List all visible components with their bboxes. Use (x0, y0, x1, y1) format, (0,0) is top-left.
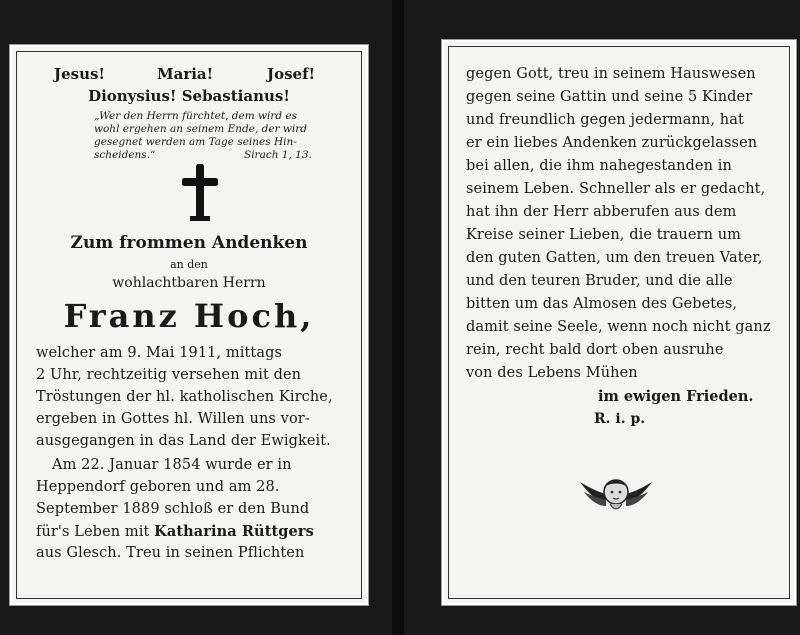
right-body-line-5: bei allen, die ihm nahegestanden in (466, 158, 732, 174)
deceased-name: Franz Hoch, (63, 297, 315, 335)
right-body-line-8: Kreise seiner Lieben, die trauern um (466, 227, 742, 243)
winged-cherub-icon (576, 470, 656, 520)
invocation-maria: Maria! (157, 65, 214, 83)
left-body-line-7: Heppendorf geboren und am 28. (36, 479, 280, 495)
rip-text: R. i. p. (594, 411, 646, 427)
right-body-line-2: gegen seine Gattin und seine 5 Kinder (466, 89, 753, 105)
an-den-text: an den (170, 258, 208, 271)
left-body-line-3: Tröstungen der hl. katholischen Kirche, (36, 389, 333, 405)
quote-line-3: gesegnet werden am Tage seines Hin- (94, 136, 297, 148)
quote-source: Sirach 1, 13. (244, 149, 312, 161)
right-body-line-7: hat ihn der Herr abberufen aus dem (466, 204, 737, 220)
memorial-heading: Zum frommen Andenken (70, 233, 308, 253)
quote-line-1: „Wer den Herrn fürchtet, dem wird es (94, 110, 298, 122)
invocation-josef: Josef! (267, 65, 316, 83)
closing-phrase: im ewigen Frieden. (598, 388, 754, 405)
quote-line-4: scheidens.“ (94, 149, 156, 161)
left-body-line-5: ausgegangen in das Land der Ewigkeit. (36, 433, 331, 449)
right-body-line-1: gegen Gott, treu in seinem Hauswesen (466, 66, 756, 82)
right-body-line-14: von des Lebens Mühen (466, 365, 638, 381)
right-body-line-4: er ein liebes Andenken zurückgelassen (466, 135, 758, 151)
left-body-line-9 (36, 523, 314, 540)
right-body-line-12: damit seine Seele, wenn noch nicht ganz (466, 319, 771, 335)
left-body-line-4: ergeben in Gottes hl. Willen uns vor- (36, 411, 310, 427)
left-body-line-1: welcher am 9. Mai 1911, mittags (36, 345, 283, 361)
right-card (404, 0, 800, 635)
quote-line-2: wohl ergehen an seinem Ende, der wird (94, 123, 308, 135)
right-body-line-9: den guten Gatten, um den treuen Vater, (466, 250, 763, 266)
honorific-title: wohlachtbaren Herrn (112, 275, 266, 291)
right-body-line-11: bitten um das Almosen des Gebetes, (466, 296, 738, 312)
left-body-line-8: September 1889 schloß er den Bund (36, 501, 310, 517)
latin-cross-icon (182, 164, 218, 224)
left-body-line-2: 2 Uhr, rechtzeitig versehen mit den (36, 367, 302, 383)
left-paper (10, 45, 368, 605)
right-body-line-13: rein, recht bald dort oben ausruhe (466, 342, 724, 358)
left-card (0, 0, 392, 635)
left-body-line-10: aus Glesch. Treu in seinen Pflichten (36, 545, 305, 561)
invocation-saints: Dionysius! Sebastianus! (88, 87, 290, 105)
left-body-line-9-text: für's Leben mit (36, 524, 150, 540)
right-paper (442, 40, 796, 605)
right-body-line-10: und den teuren Bruder, und die alle (466, 273, 733, 289)
right-body-line-6: seinem Leben. Schneller als er gedacht, (466, 181, 766, 197)
left-body-line-6: Am 22. Januar 1854 wurde er in (52, 457, 292, 473)
fold-gap (392, 0, 404, 635)
right-body-line-3: und freundlich gegen jedermann, hat (466, 112, 744, 128)
spouse-name: Katharina Rüttgers (154, 523, 314, 540)
invocation-jesus: Jesus! (54, 65, 106, 83)
